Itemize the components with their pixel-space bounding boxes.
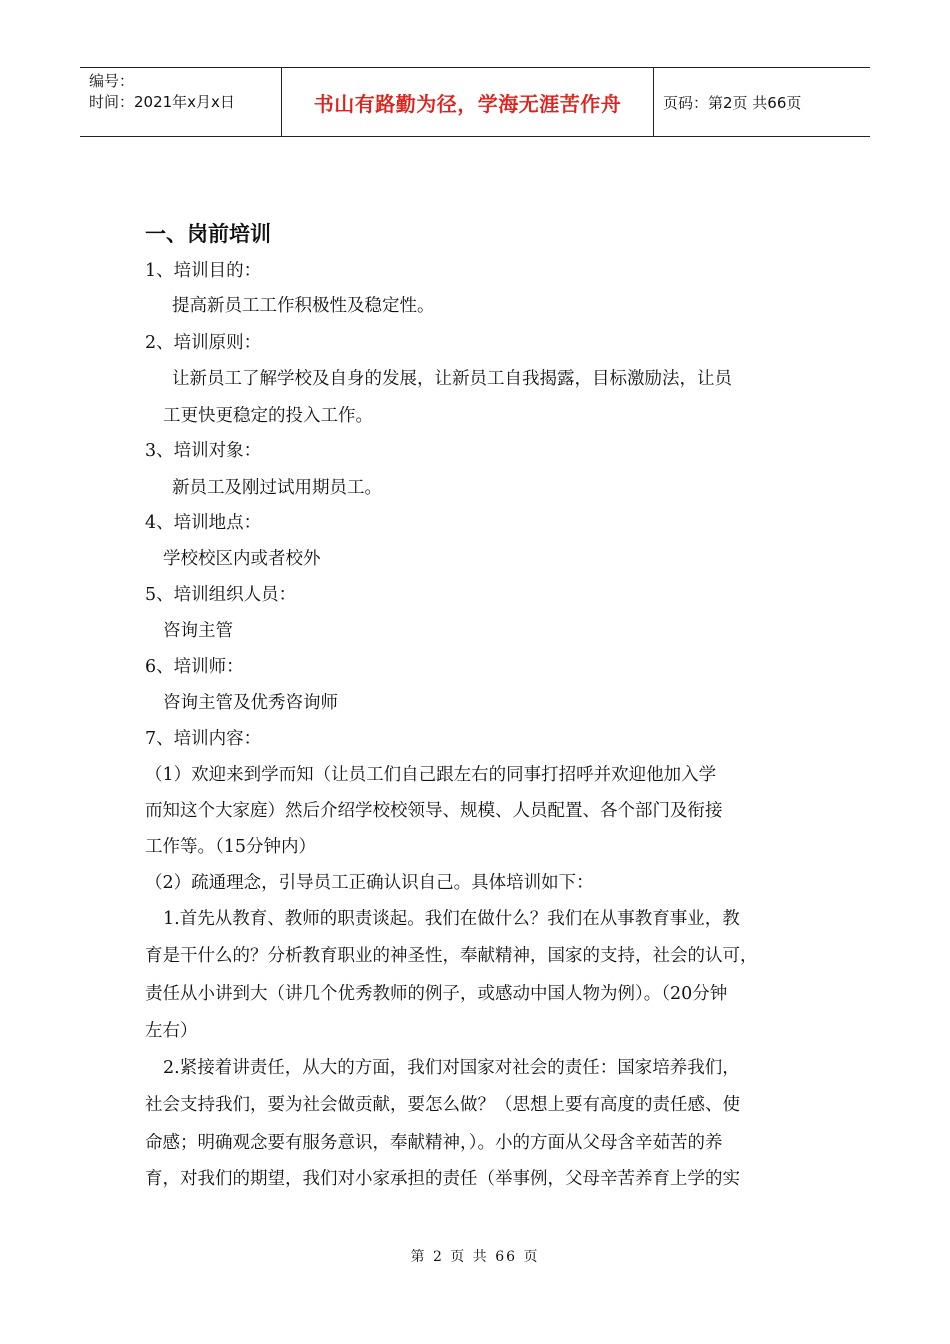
item-heading: 4、培训地点：	[145, 513, 262, 533]
header-page-info-cell	[654, 68, 870, 136]
page-header	[80, 67, 870, 137]
body-line: 工作等。（15分钟内）	[145, 837, 317, 857]
item-heading: 6、培训师：	[145, 657, 244, 677]
body-line: 学校校区内或者校外	[163, 549, 321, 569]
body-line: 咨询主管	[163, 621, 233, 641]
item-heading: 5、培训组织人员：	[145, 585, 297, 605]
header-page-info: 页码：第2页 共66页	[663, 93, 802, 112]
body-line: 1.首先从教育、教师的职责谈起。我们在做什么？我们在从事教育事业，教	[163, 909, 740, 929]
document-date: 时间：2021年x月x日	[89, 93, 235, 111]
body-line: 育是干什么的？分析教育职业的神圣性，奉献精神，国家的支持，社会的认可，	[145, 946, 758, 966]
item-heading: 1、培训目的：	[145, 261, 262, 281]
body-line: 工更快更稳定的投入工作。	[163, 406, 373, 426]
body-line: 咨询主管及优秀咨询师	[163, 693, 338, 713]
item-heading: 2、培训原则：	[145, 333, 262, 353]
item-heading: 3、培训对象：	[145, 441, 262, 461]
body-line: 让新员工了解学校及自身的发展，让新员工自我揭露，目标激励法，让员	[172, 369, 732, 389]
header-motto-cell	[281, 68, 654, 136]
body-line: 而知这个大家庭）然后介绍学校校领导、规模、人员配置、各个部门及衔接	[145, 801, 723, 821]
page-footer: 第 2 页 共 66 页	[410, 1249, 540, 1265]
body-line: 新员工及刚过试用期员工。	[172, 478, 382, 498]
body-line: 提高新员工工作积极性及稳定性。	[172, 296, 435, 316]
body-line: 育，对我们的期望，我们对小家承担的责任（举事例，父母辛苦养育上学的实	[145, 1169, 740, 1189]
item-heading: 7、培训内容：	[145, 729, 262, 749]
section-heading: 一、岗前培训	[145, 222, 271, 246]
body-line: 左右）	[145, 1021, 198, 1041]
header-meta	[80, 68, 281, 136]
body-line: （1）欢迎来到学而知（让员工们自己跟左右的同事打招呼并欢迎他加入学	[145, 765, 717, 785]
body-line: 责任从小讲到大（讲几个优秀教师的例子，或感动中国人物为例）。（20分钟	[145, 984, 728, 1004]
body-line: （2）疏通理念，引导员工正确认识自己。具体培训如下：	[145, 873, 594, 893]
document-number-label: 编号：	[89, 72, 135, 90]
body-line: 2.紧接着讲责任，从大的方面，我们对国家对社会的责任：国家培养我们，	[163, 1058, 740, 1078]
body-line: 社会支持我们，要为社会做贡献，要怎么做？（思想上要有高度的责任感、使	[145, 1095, 740, 1115]
body-line: 命感；明确观念要有服务意识，奉献精神，）。小的方面从父母含辛茹苦的养	[145, 1133, 723, 1153]
header-motto: 书山有路勤为径，学海无涯苦作舟	[313, 91, 622, 116]
